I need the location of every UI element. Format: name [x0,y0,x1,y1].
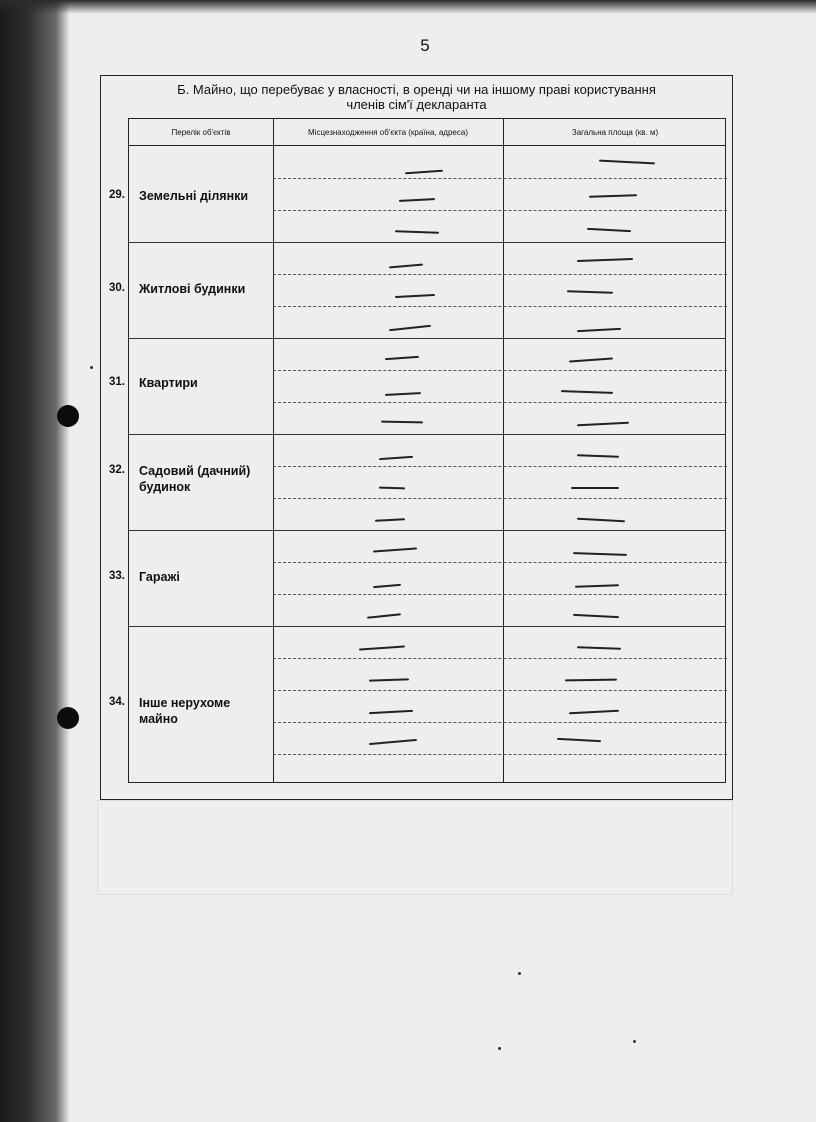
scan-speck [90,366,93,369]
category-label: Гаражі [139,570,180,584]
handwritten-dash [373,584,401,588]
handwritten-dash [385,356,419,360]
handwritten-dash [569,357,613,362]
declaration-section-frame [100,75,733,800]
category-label: Садовий (дачний) будинок [139,464,251,494]
row-separator [273,498,727,499]
category-number: 32. [109,464,125,476]
handwritten-dash [561,390,613,394]
handwritten-dash [359,645,405,650]
scan-speck [633,1040,636,1043]
handwritten-dash [577,422,629,427]
handwritten-dash [405,170,443,175]
group-separator [129,434,725,435]
handwritten-dash [587,228,631,232]
scan-speck [518,972,521,975]
section-title [101,82,732,112]
handwritten-dash [577,454,619,457]
scan-speck [498,1047,501,1050]
row-separator [273,274,727,275]
section-title-line-2: членів сім'ї декларанта [346,97,487,112]
category-number: 34. [109,696,125,708]
property-table [109,118,726,783]
group-separator [129,338,725,339]
handwritten-dash [389,325,431,331]
handwritten-dash [395,230,439,234]
handwritten-dash [577,328,621,332]
category-label: Квартири [139,376,198,390]
handwritten-dash [369,710,413,714]
row-separator [273,658,727,659]
handwritten-dash [573,552,627,556]
column-divider-2 [503,119,504,782]
column-header-area: Загальна площа (кв. м) [571,128,659,137]
row-separator [273,690,727,691]
handwritten-dash [379,456,413,460]
category-label: Інше нерухоме майно [139,696,231,726]
group-separator [129,242,725,243]
column-header-location: Місцезнаходження об'єкта (країна, адреса) [308,128,468,137]
bleed-through-table [97,800,733,895]
page-number: 5 [420,36,430,55]
handwritten-dash [557,738,601,742]
punch-hole-lower [57,707,79,729]
category-number: 30. [109,282,125,294]
section-title-line-1: Б. Майно, що перебуває у власності, в оренді чи на іншому праві користування [177,82,656,97]
column-header-objects: Перелік об'єктів [171,128,231,137]
handwritten-dash [573,614,619,618]
row-separator [273,466,727,467]
handwritten-dash [565,679,617,682]
row-separator [273,402,727,403]
category-label: Земельні ділянки [139,189,249,203]
group-separator [129,530,725,531]
handwritten-dash [577,258,633,262]
handwritten-dash [569,710,619,715]
group-separator [129,626,725,627]
handwritten-dash [385,392,421,396]
category-number: 29. [109,189,125,201]
handwritten-dash [567,290,613,294]
handwritten-dash [375,518,405,522]
scan-top-shadow [0,0,816,14]
row-separator [273,178,727,179]
category-label: Житлові будинки [139,282,246,296]
handwritten-dash [589,194,637,198]
category-number: 33. [109,570,125,582]
row-separator [273,306,727,307]
handwritten-dash [575,584,619,588]
handwritten-dash [369,678,409,681]
table-header [129,119,725,146]
handwritten-dash [571,487,619,489]
handwritten-dash [577,646,621,650]
handwritten-dash [379,487,405,490]
handwritten-dash [367,613,401,619]
row-separator [273,722,727,723]
row-separator [273,210,727,211]
row-separator [273,562,727,563]
handwritten-dash [399,198,435,202]
row-separator [273,754,727,755]
punch-hole-upper [57,405,79,427]
column-divider-1 [273,119,274,782]
category-number: 31. [109,376,125,388]
handwritten-dash [369,739,417,745]
handwritten-dash [373,547,417,552]
scan-edge-shadow [0,0,70,1122]
handwritten-dash [577,518,625,523]
handwritten-dash [395,294,435,298]
handwritten-dash [389,264,423,269]
handwritten-dash [599,160,655,165]
row-separator [273,370,727,371]
handwritten-dash [381,421,423,424]
row-separator [273,594,727,595]
